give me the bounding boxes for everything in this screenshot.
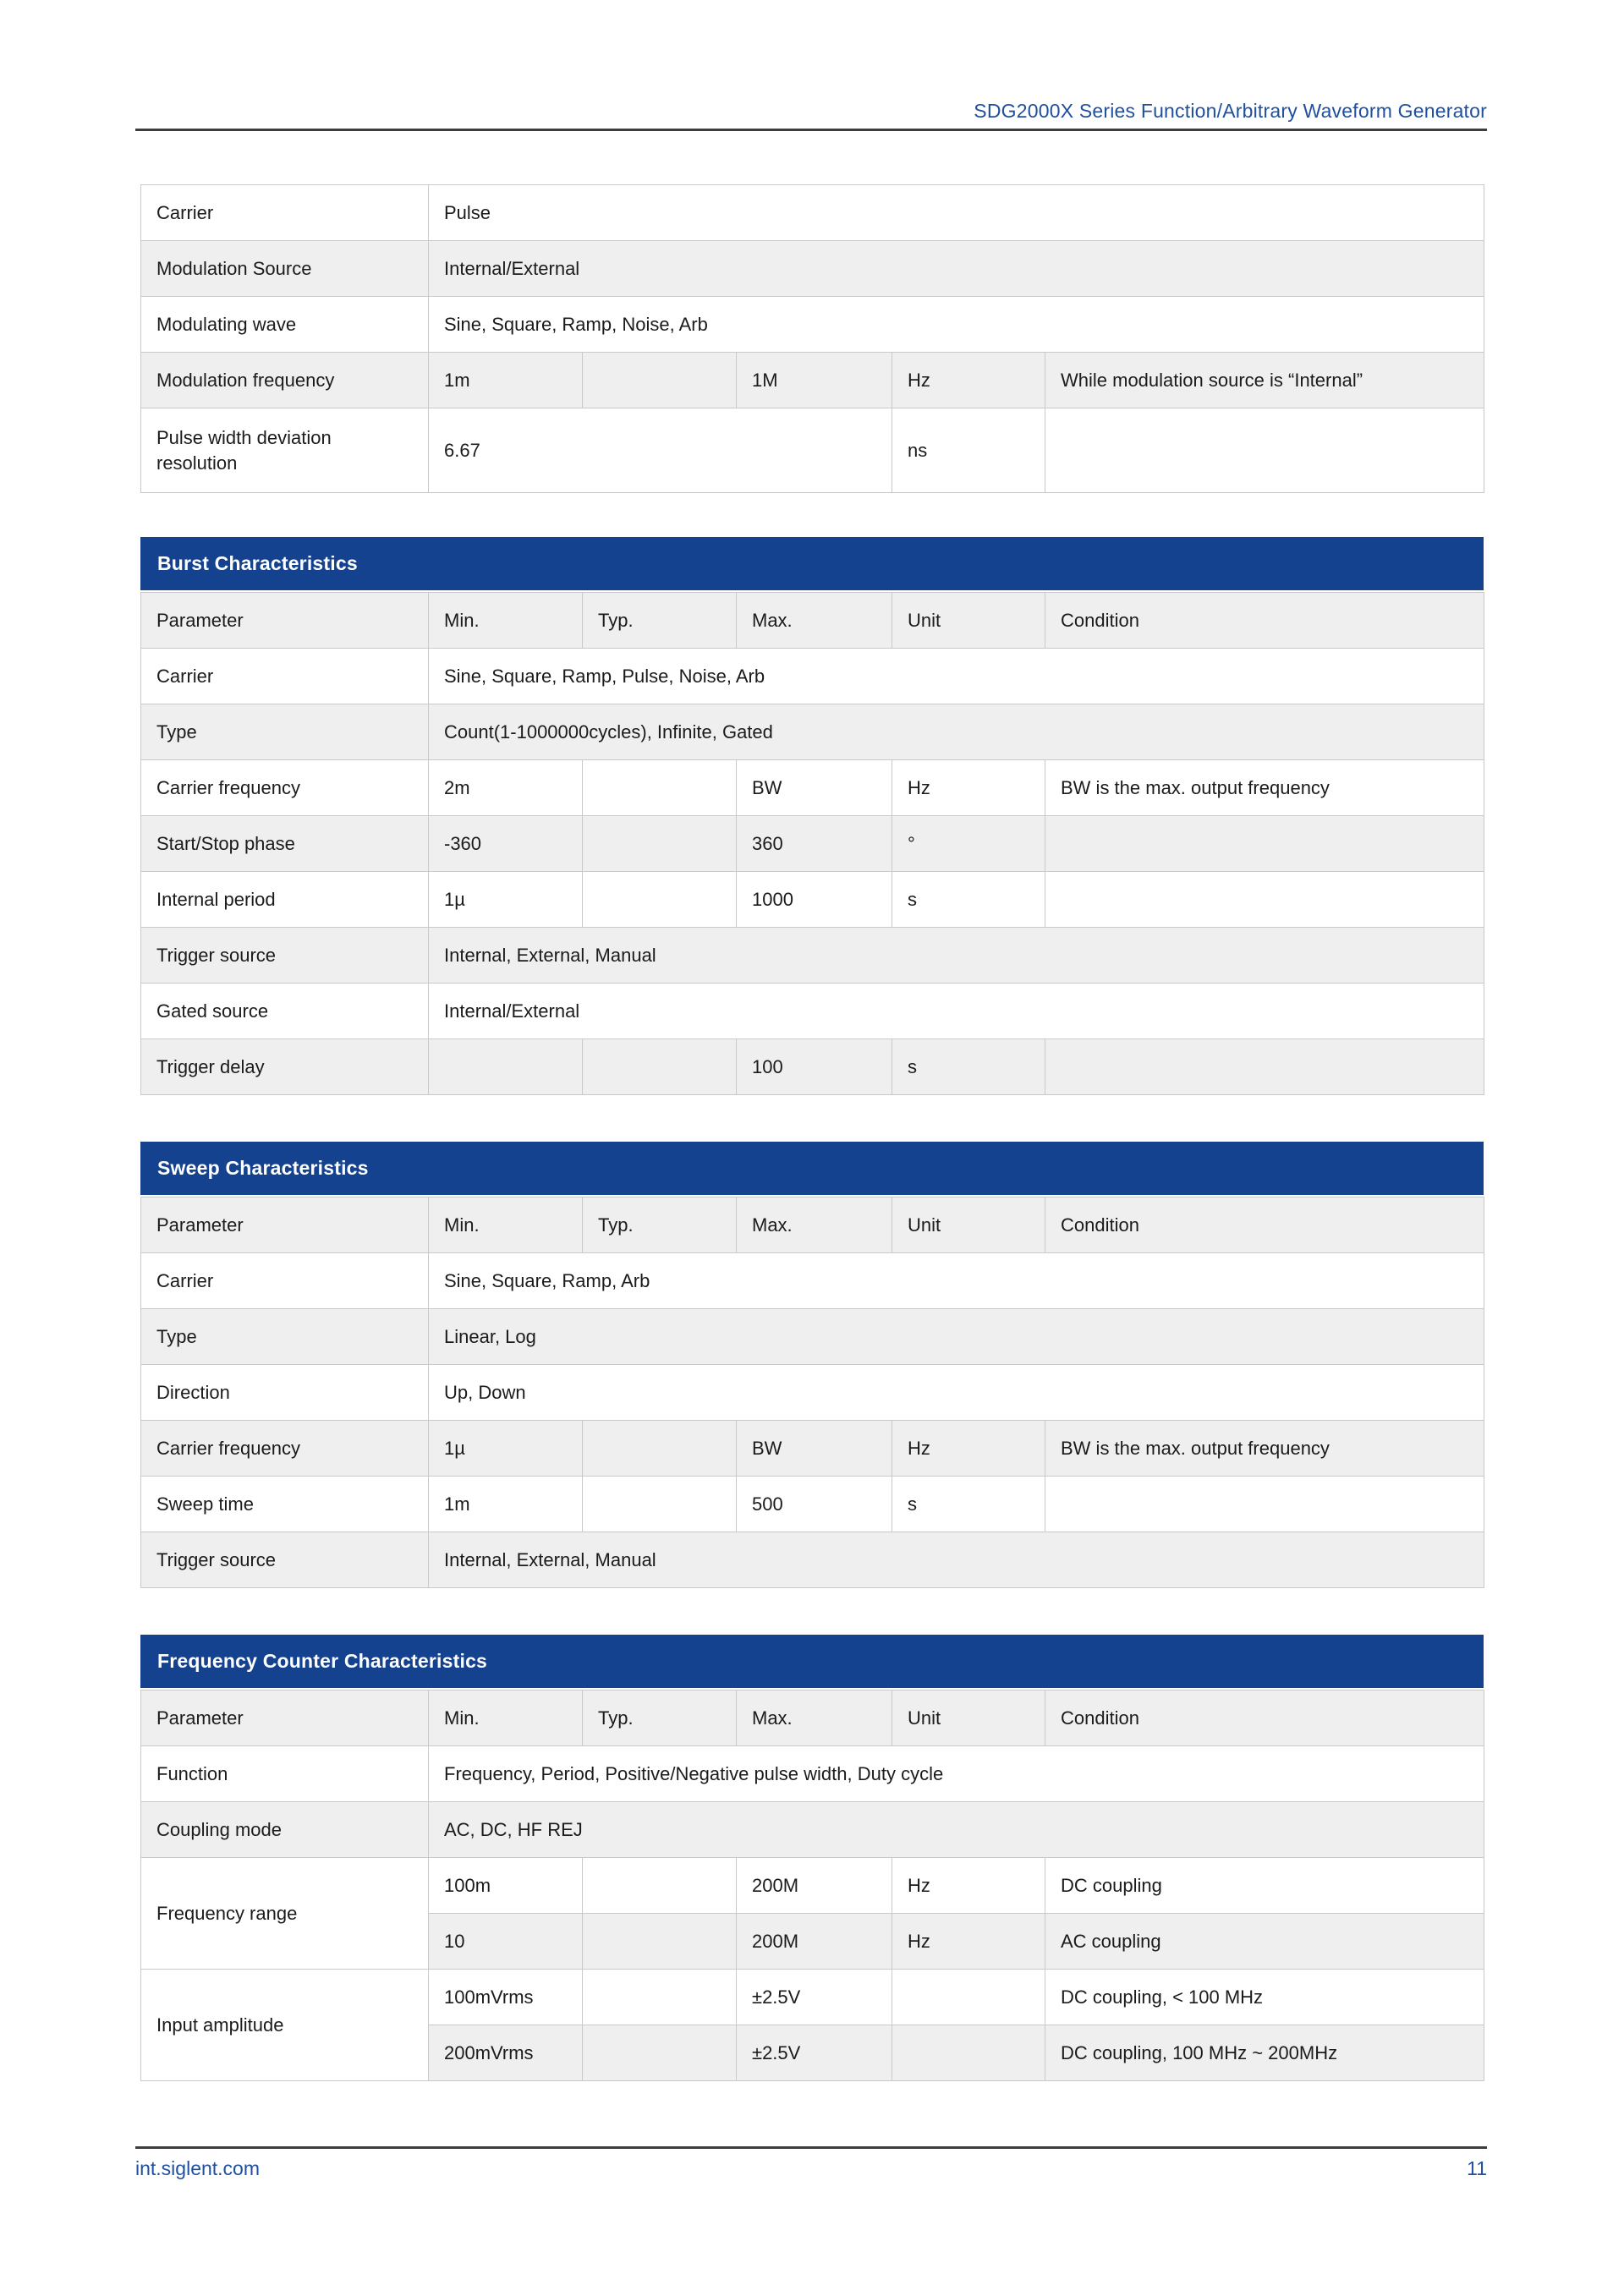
value-cell: Condition xyxy=(1045,1197,1484,1253)
param-cell: Type xyxy=(141,1309,429,1365)
spec-table-grid xyxy=(140,592,1484,1095)
table-row xyxy=(141,185,1484,241)
value-cell xyxy=(583,1858,737,1914)
value-cell: Internal, External, Manual xyxy=(429,1532,1484,1588)
spec-table-grid xyxy=(140,1197,1484,1588)
param-cell: Type xyxy=(141,704,429,760)
value-cell xyxy=(1045,1039,1484,1095)
value-cell: 1µ xyxy=(429,872,583,928)
table-row xyxy=(141,1253,1484,1309)
value-cell: s xyxy=(892,1039,1045,1095)
value-cell: Count(1-1000000cycles), Infinite, Gated xyxy=(429,704,1484,760)
page-number: 11 xyxy=(1467,2157,1487,2179)
section-header-bar xyxy=(140,1635,1484,1688)
param-cell: Frequency range xyxy=(141,1858,429,1970)
value-cell xyxy=(429,1039,583,1095)
footer-site-link[interactable]: int.siglent.com xyxy=(135,2157,261,2179)
spec-table-grid xyxy=(140,1690,1484,2081)
value-cell xyxy=(583,2025,737,2081)
table-row xyxy=(141,1746,1484,1802)
table-row xyxy=(141,353,1484,408)
table-row xyxy=(141,928,1484,984)
value-cell: DC coupling xyxy=(1045,1858,1484,1914)
table-row xyxy=(141,241,1484,297)
param-cell: Sweep time xyxy=(141,1477,429,1532)
table-row xyxy=(141,704,1484,760)
section-title: Frequency Counter Characteristics xyxy=(157,1650,488,1672)
value-cell: Linear, Log xyxy=(429,1309,1484,1365)
table-sweep-characteristics xyxy=(140,1142,1484,1588)
value-cell: Internal/External xyxy=(429,984,1484,1039)
param-cell: Internal period xyxy=(141,872,429,928)
value-cell: 1000 xyxy=(737,872,892,928)
table-row xyxy=(141,1802,1484,1858)
value-cell: Internal/External xyxy=(429,241,1484,297)
page-header xyxy=(135,0,1487,131)
value-cell: 360 xyxy=(737,816,892,872)
value-cell: ±2.5V xyxy=(737,2025,892,2081)
value-cell: AC, DC, HF REJ xyxy=(429,1802,1484,1858)
footer-rule xyxy=(135,2146,1487,2149)
value-cell: BW xyxy=(737,760,892,816)
table-row xyxy=(141,760,1484,816)
page-footer xyxy=(135,2157,1487,2180)
value-cell xyxy=(583,1477,737,1532)
value-cell: While modulation source is “Internal” xyxy=(1045,353,1484,408)
param-cell: Carrier frequency xyxy=(141,760,429,816)
table-row xyxy=(141,1365,1484,1421)
value-cell xyxy=(1045,1477,1484,1532)
value-cell: Hz xyxy=(892,1858,1045,1914)
param-cell: Direction xyxy=(141,1365,429,1421)
value-cell: s xyxy=(892,1477,1045,1532)
value-cell: Sine, Square, Ramp, Pulse, Noise, Arb xyxy=(429,649,1484,704)
param-cell: Gated source xyxy=(141,984,429,1039)
table-row xyxy=(141,408,1484,493)
table-modulation-continued xyxy=(140,184,1484,493)
value-cell: AC coupling xyxy=(1045,1914,1484,1970)
value-cell: Hz xyxy=(892,1914,1045,1970)
param-cell: 10 xyxy=(429,1914,583,1970)
value-cell: ° xyxy=(892,816,1045,872)
spec-table-grid xyxy=(140,184,1484,493)
table-burst-characteristics xyxy=(140,537,1484,1095)
value-cell: BW is the max. output frequency xyxy=(1045,760,1484,816)
value-cell xyxy=(1045,816,1484,872)
param-cell: Parameter xyxy=(141,1690,429,1746)
param-cell: Carrier xyxy=(141,1253,429,1309)
value-cell: Sine, Square, Ramp, Noise, Arb xyxy=(429,297,1484,353)
table-row xyxy=(141,649,1484,704)
value-cell: 1m xyxy=(429,1477,583,1532)
value-cell: BW is the max. output frequency xyxy=(1045,1421,1484,1477)
table-row xyxy=(141,1309,1484,1365)
value-cell: 100m xyxy=(429,1858,583,1914)
value-cell: 1µ xyxy=(429,1421,583,1477)
param-cell: Carrier xyxy=(141,185,429,241)
value-cell: 2m xyxy=(429,760,583,816)
param-cell: Input amplitude xyxy=(141,1970,429,2081)
section-header-bar xyxy=(140,537,1484,590)
table-row xyxy=(141,872,1484,928)
param-cell: Modulation Source xyxy=(141,241,429,297)
value-cell: BW xyxy=(737,1421,892,1477)
value-cell: Max. xyxy=(737,593,892,649)
value-cell: ns xyxy=(892,408,1045,493)
value-cell: ±2.5V xyxy=(737,1970,892,2025)
value-cell: Unit xyxy=(892,1690,1045,1746)
table-row xyxy=(141,1690,1484,1746)
value-cell xyxy=(583,1421,737,1477)
param-cell: Parameter xyxy=(141,593,429,649)
section-title: Sweep Characteristics xyxy=(157,1157,369,1179)
value-cell xyxy=(583,1914,737,1970)
table-frequency-counter-characteristics xyxy=(140,1635,1484,2081)
value-cell: Typ. xyxy=(583,593,737,649)
table-row xyxy=(141,593,1484,649)
section-title: Burst Characteristics xyxy=(157,552,358,574)
value-cell: Unit xyxy=(892,1197,1045,1253)
value-cell xyxy=(583,816,737,872)
table-row xyxy=(141,816,1484,872)
value-cell: 1m xyxy=(429,353,583,408)
value-cell: Max. xyxy=(737,1690,892,1746)
value-cell: Max. xyxy=(737,1197,892,1253)
table-row xyxy=(141,1970,1484,2025)
page-header-title: SDG2000X Series Function/Arbitrary Waveform Generator xyxy=(974,100,1487,122)
param-cell: Trigger source xyxy=(141,928,429,984)
param-cell: Pulse width deviation resolution xyxy=(141,408,429,493)
param-cell: Modulation frequency xyxy=(141,353,429,408)
value-cell: Condition xyxy=(1045,1690,1484,1746)
value-cell: Up, Down xyxy=(429,1365,1484,1421)
value-cell: Typ. xyxy=(583,1690,737,1746)
value-cell: Min. xyxy=(429,1197,583,1253)
param-cell: Trigger source xyxy=(141,1532,429,1588)
param-cell: 200mVrms xyxy=(429,2025,583,2081)
table-row xyxy=(141,1477,1484,1532)
value-cell xyxy=(583,353,737,408)
value-cell: Sine, Square, Ramp, Arb xyxy=(429,1253,1484,1309)
value-cell: 500 xyxy=(737,1477,892,1532)
param-cell: Carrier frequency xyxy=(141,1421,429,1477)
value-cell: -360 xyxy=(429,816,583,872)
param-cell: Parameter xyxy=(141,1197,429,1253)
table-row xyxy=(141,1532,1484,1588)
table-row xyxy=(141,1197,1484,1253)
value-cell: 100 xyxy=(737,1039,892,1095)
param-cell: Modulating wave xyxy=(141,297,429,353)
value-cell xyxy=(583,872,737,928)
param-cell: Start/Stop phase xyxy=(141,816,429,872)
value-cell: 6.67 xyxy=(429,408,892,493)
value-cell: 100mVrms xyxy=(429,1970,583,2025)
value-cell xyxy=(583,1039,737,1095)
value-cell: DC coupling, 100 MHz ~ 200MHz xyxy=(1045,2025,1484,2081)
table-row xyxy=(141,1039,1484,1095)
value-cell: Frequency, Period, Positive/Negative pulse width, Duty cycle xyxy=(429,1746,1484,1802)
table-row xyxy=(141,1858,1484,1914)
value-cell xyxy=(583,760,737,816)
value-cell: Hz xyxy=(892,1421,1045,1477)
value-cell: Hz xyxy=(892,353,1045,408)
value-cell: Condition xyxy=(1045,593,1484,649)
value-cell: 200M xyxy=(737,1914,892,1970)
value-cell: s xyxy=(892,872,1045,928)
value-cell: 200M xyxy=(737,1858,892,1914)
param-cell: Coupling mode xyxy=(141,1802,429,1858)
value-cell: Unit xyxy=(892,593,1045,649)
table-row xyxy=(141,984,1484,1039)
value-cell xyxy=(583,1970,737,2025)
value-cell xyxy=(892,2025,1045,2081)
value-cell xyxy=(1045,872,1484,928)
param-cell: Function xyxy=(141,1746,429,1802)
table-row xyxy=(141,1421,1484,1477)
value-cell: Min. xyxy=(429,1690,583,1746)
value-cell: DC coupling, < 100 MHz xyxy=(1045,1970,1484,2025)
param-cell: Carrier xyxy=(141,649,429,704)
value-cell: Hz xyxy=(892,760,1045,816)
value-cell: 1M xyxy=(737,353,892,408)
param-cell: Trigger delay xyxy=(141,1039,429,1095)
value-cell: Typ. xyxy=(583,1197,737,1253)
value-cell xyxy=(1045,408,1484,493)
value-cell: Min. xyxy=(429,593,583,649)
value-cell: Internal, External, Manual xyxy=(429,928,1484,984)
section-header-bar xyxy=(140,1142,1484,1195)
value-cell: Pulse xyxy=(429,185,1484,241)
value-cell xyxy=(892,1970,1045,2025)
table-row xyxy=(141,297,1484,353)
